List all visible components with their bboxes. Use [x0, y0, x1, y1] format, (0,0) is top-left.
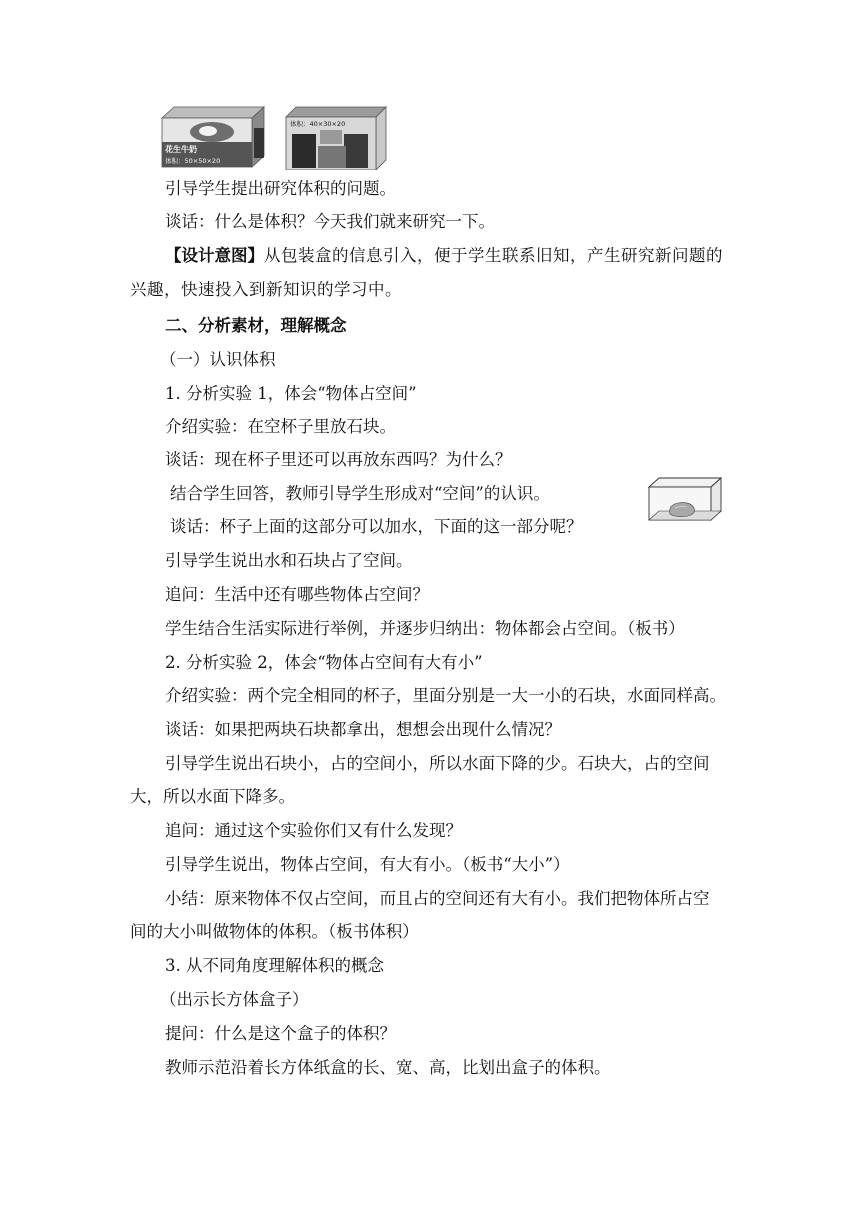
subsection-heading: （一）认识体积 — [160, 350, 276, 369]
design-intent-line — [165, 246, 723, 266]
text-line: 引导学生说出水和石块占了空间。 — [165, 551, 413, 570]
design-intent-text: 从包装盒的信息引入，便于学生联系旧知，产生研究新问题的 — [264, 246, 723, 265]
text-line: 谈话：现在杯子里还可以再放东西吗？为什么？ — [165, 450, 512, 469]
text-line: 间的大小叫做物体的体积。（板书体积） — [130, 922, 419, 941]
text-line: 谈话：杯子上面的这部分可以加水，下面的这一部分呢？ — [170, 517, 583, 536]
product-boxes-image — [160, 104, 388, 170]
text-line: 结合学生回答，教师引导学生形成对“空间”的认识。 — [170, 484, 550, 503]
text-line: 兴趣，快速投入到新知识的学习中。 — [130, 280, 402, 299]
box1-brand: 花生牛奶 — [165, 145, 197, 154]
text-line: 追问：生活中还有哪些物体占空间？ — [165, 585, 429, 604]
text-line: 小结：原来物体不仅占空间，而且占的空间还有大有小。我们把物体所占空 — [165, 889, 710, 908]
text-line: （出示长方体盒子） — [160, 990, 309, 1009]
text-line: 1. 分析实验 1，体会“物体占空间” — [165, 384, 417, 403]
text-line: 追问：通过这个实验你们又有什么发现？ — [165, 821, 462, 840]
section-heading: 二、分析素材，理解概念 — [165, 316, 347, 335]
text-line: 介绍实验：在空杯子里放石块。 — [165, 417, 396, 436]
text-line: 谈话：什么是体积？今天我们就来研究一下。 — [165, 212, 495, 231]
text-line: 大，所以水面下降多。 — [130, 787, 295, 806]
text-line: 学生结合生活实际进行举例，并逐步归纳出：物体都会占空间。（板书） — [165, 619, 685, 638]
text-line: 2. 分析实验 2，体会“物体占空间有大有小” — [165, 653, 483, 672]
text-line: 提问：什么是这个盒子的体积？ — [165, 1024, 396, 1043]
water-tank-image — [648, 477, 722, 521]
text-line: 谈话：如果把两块石块都拿出，想想会出现什么情况？ — [165, 720, 561, 739]
text-line: 介绍实验：两个完全相同的杯子，里面分别是一大一小的石块，水面同样高。 — [165, 686, 726, 705]
text-line: 引导学生提出研究体积的问题。 — [165, 179, 396, 198]
box1-volume: 体积：50×50×20 — [165, 157, 221, 165]
text-line: 3. 从不同角度理解体积的概念 — [165, 956, 384, 975]
text-line: 教师示范沿着长方体纸盒的长、宽、高，比划出盒子的体积。 — [165, 1058, 611, 1077]
box2-volume: 体积：40×30×20 — [290, 120, 346, 128]
design-intent-tag: 【设计意图】 — [165, 246, 264, 265]
text-line: 引导学生说出，物体占空间，有大有小。（板书“大小”） — [165, 855, 570, 874]
text-line: 引导学生说出石块小，占的空间小，所以水面下降的少。石块大，占的空间 — [165, 754, 710, 773]
